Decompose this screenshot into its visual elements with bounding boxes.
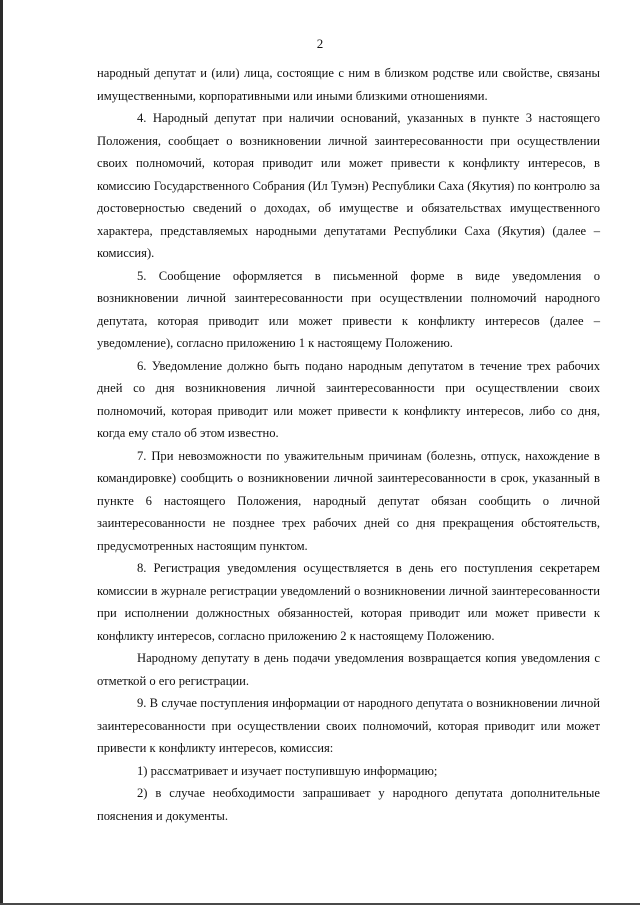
paragraph-subitem-1: 1) рассматривает и изучает поступившую информацию;: [137, 763, 438, 778]
paragraph-continuation: народный депутат и (или) лица, состоящие с ним в близком родстве или свойстве, связаны имущественными, корпоративными или иными близкими отношениями.: [97, 66, 600, 103]
paragraph-subitem-2: 2) в случае необходимости запрашивает у народного депутата дополнительные пояснения и документы.: [97, 786, 600, 823]
paragraph-item-6: 6. Уведомление должно быть подано народным депутатом в течение трех рабочих дней со дня возникновения личной заинтересованности при осуществлении своих полномочий, которая приводит или может привести к конфликту интересов, либо со дня, когда ему стало об этом известно.: [97, 358, 600, 440]
paragraph-copy-return: Народному депутату в день подачи уведомления возвращается копия уведомления с отметкой о его регистрации.: [97, 651, 600, 688]
paragraph-item-5: 5. Сообщение оформляется в письменной форме в виде уведомления о возникновении личной заинтересованности при осуществлении полномочий народного депутата, которая приводит или может привести к конфликту интересов (далее – уведомление), согласно приложению 1 к настоящему Положению.: [97, 268, 600, 350]
scan-left-edge: [0, 0, 3, 905]
paragraph-item-7: 7. При невозможности по уважительным причинам (болезнь, отпуск, нахождение в командировке) сообщить о возникновении личной заинтересованности в срок, указанный в пункте 6 настоящего Положения, народный депутат обязан сообщить о личной заинтересованности не позднее трех рабочих дней со дня прекращения обстоятельств, предусмотренных настоящим пунктом.: [97, 448, 600, 553]
page-number: 2: [316, 36, 324, 51]
document-body: [97, 62, 600, 827]
paragraph-item-4: 4. Народный депутат при наличии оснований, указанных в пункте 3 настоящего Положения, сообщает о возникновении личной заинтересованности при осуществлении своих полномочий, которая приводит или может привести к конфликту интересов, в комиссию Государственного Собрания (Ил Тумэн) Республики Саха (Якутия) по контролю за достоверностью сведений о доходах, об имуществе и обязательствах имущественного характера, представляемых народными депутатами Республики Саха (Якутия) (далее – комиссия).: [97, 111, 600, 260]
paragraph-item-8: 8. Регистрация уведомления осуществляется в день его поступления секретарем комиссии в журнале регистрации уведомлений о возникновении личной заинтересованности при исполнении должностных обязанностей, которая приводит или может привести к конфликту интересов, согласно приложению 2 к настоящему Положению.: [97, 561, 600, 643]
paragraph-item-9: 9. В случае поступления информации от народного депутата о возникновении личной заинтересованности при осуществлении своих полномочий, которая приводит или может привести к конфликту интересов, комиссия:: [97, 696, 600, 755]
